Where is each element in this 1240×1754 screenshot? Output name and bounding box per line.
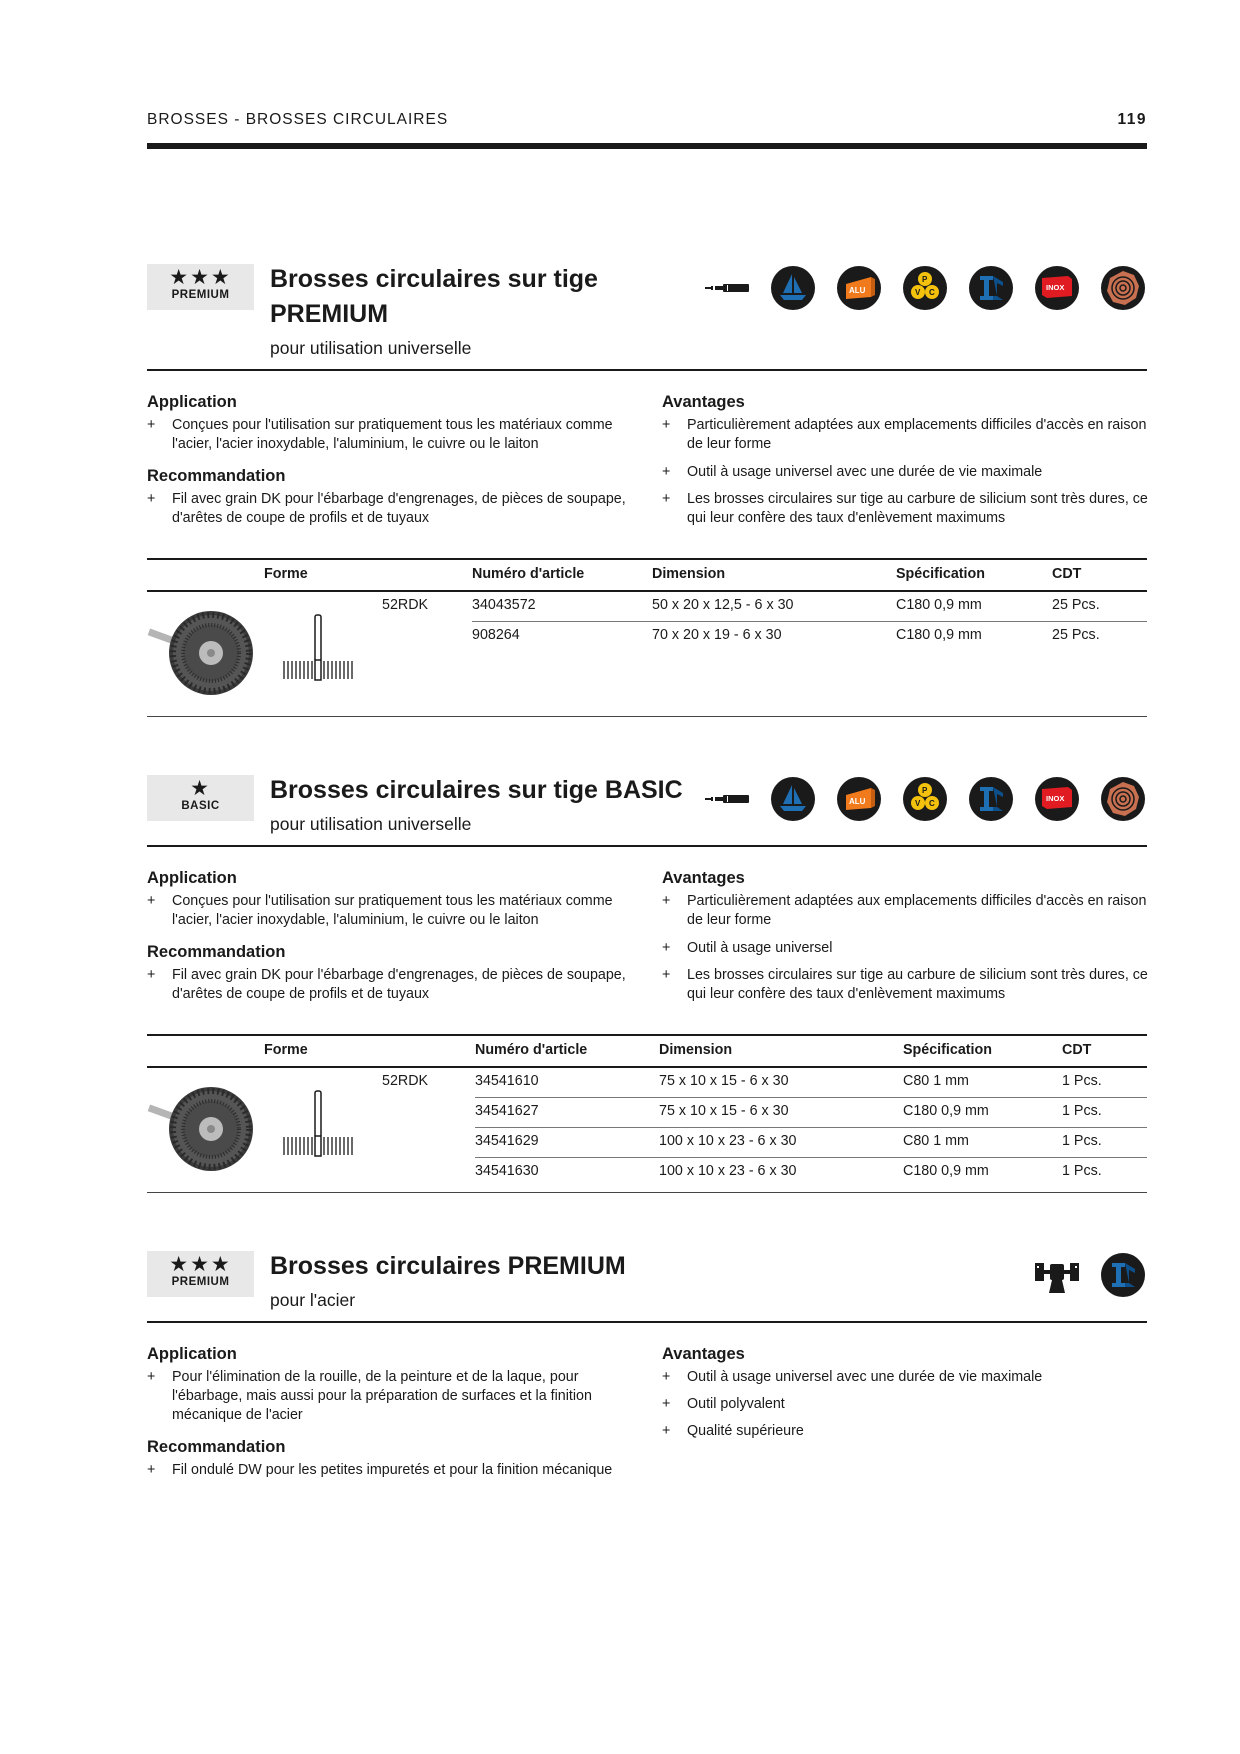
table-top-rule bbox=[147, 558, 1147, 560]
section-subtitle: pour utilisation universelle bbox=[270, 814, 472, 834]
page-header bbox=[147, 111, 1147, 131]
table-bottom-rule bbox=[147, 716, 1147, 717]
material-icons bbox=[705, 777, 1148, 821]
table-header-rule bbox=[147, 1066, 1147, 1068]
badge-stars: ★ bbox=[190, 777, 211, 800]
avantage-item: + Les brosses circulaires sur tige au carbure de silicium sont très dures, ce qui leur confère des taux d'enlèvement maximums bbox=[662, 491, 1148, 526]
avantage-item: + Particulièrement adaptées aux emplacements difficiles d'accès en raison de leur forme bbox=[662, 417, 1147, 452]
inox-icon bbox=[1035, 777, 1079, 821]
row-divider bbox=[472, 621, 1147, 622]
avantages-heading: Avantages bbox=[662, 869, 745, 887]
badge-basic bbox=[147, 775, 254, 821]
recommandation-item: + Fil avec grain DK pour l'ébarbage d'engrenages, de pièces de soupape, d'arêtes de coupe de profils et de tuyaux bbox=[147, 491, 626, 526]
wood-icon bbox=[1101, 266, 1145, 310]
recommandation-heading: Recommandation bbox=[147, 467, 286, 485]
application-heading: Application bbox=[147, 393, 237, 411]
section-rule bbox=[147, 369, 1147, 371]
recommandation-item: + Fil ondulé DW pour les petites impuretés et pour la finition mécanique bbox=[147, 1462, 613, 1478]
bullet-plus: + bbox=[662, 1423, 671, 1439]
pvc-v-label: V bbox=[915, 288, 921, 297]
col-article: Numéro d'article bbox=[472, 566, 585, 582]
section-rule bbox=[147, 1321, 1147, 1323]
shank-tool-icon bbox=[705, 789, 749, 809]
col-article: Numéro d'article bbox=[475, 1042, 588, 1058]
recommandation-heading: Recommandation bbox=[147, 943, 286, 961]
row-divider bbox=[475, 1097, 1147, 1098]
forme-code: 52RDK bbox=[382, 597, 429, 613]
bullet-plus: + bbox=[147, 1462, 156, 1478]
badge-stars: ★★★ bbox=[169, 266, 232, 289]
badge-stars: ★★★ bbox=[169, 1253, 232, 1276]
avantage-item: + Outil à usage universel avec une durée de vie maximale bbox=[662, 1369, 1043, 1385]
section-subtitle: pour l'acier bbox=[270, 1290, 356, 1310]
col-specification: Spécification bbox=[896, 566, 985, 582]
section-rule bbox=[147, 845, 1147, 847]
bullet-plus: + bbox=[662, 893, 671, 909]
avantage-item: + Particulièrement adaptées aux emplacements difficiles d'accès en raison de leur forme bbox=[662, 893, 1147, 928]
section-title bbox=[270, 262, 598, 332]
avantages-heading: Avantages bbox=[662, 1345, 745, 1363]
header-title: BROSSES - BROSSES CIRCULAIRES bbox=[147, 111, 449, 128]
badge-premium bbox=[147, 264, 254, 310]
forme-code: 52RDK bbox=[382, 1073, 429, 1089]
bullet-plus: + bbox=[147, 967, 156, 983]
bullet-plus: + bbox=[147, 893, 156, 909]
bench-grinder-icon bbox=[1035, 1253, 1079, 1297]
steel-beam-icon bbox=[969, 266, 1013, 310]
avantage-item: + Outil à usage universel avec une durée de vie maximale bbox=[662, 464, 1043, 480]
application-item: + Conçues pour l'utilisation sur pratiquement tous les matériaux comme l'acier, l'acier inoxydable, l'aluminium, le cuivre ou le laiton bbox=[147, 417, 613, 452]
badge-level: BASIC bbox=[181, 800, 220, 812]
bullet-plus: + bbox=[662, 1369, 671, 1385]
alu-label: ALU bbox=[849, 286, 866, 295]
bullet-plus: + bbox=[662, 940, 671, 956]
bullet-plus: + bbox=[147, 417, 156, 433]
pvc-p-label: P bbox=[922, 786, 928, 795]
badge-premium bbox=[147, 1251, 254, 1297]
pvc-c-label: C bbox=[929, 288, 935, 297]
steel-beam-icon bbox=[1101, 1253, 1145, 1297]
avantage-item: + Qualité supérieure bbox=[662, 1423, 804, 1439]
recommandation-heading: Recommandation bbox=[147, 1438, 286, 1456]
recommandation-item: + Fil avec grain DK pour l'ébarbage d'engrenages, de pièces de soupape, d'arêtes de coupe de profils et de tuyaux bbox=[147, 967, 626, 1002]
page-number: 119 bbox=[1117, 111, 1147, 128]
product-drawing bbox=[278, 610, 358, 695]
avantages-heading: Avantages bbox=[662, 393, 745, 411]
col-forme: Forme bbox=[264, 1042, 308, 1058]
section-title: Brosses circulaires sur tige BASIC bbox=[270, 776, 683, 804]
bullet-plus: + bbox=[662, 491, 671, 507]
inox-icon bbox=[1035, 266, 1079, 310]
table-bottom-rule bbox=[147, 1192, 1147, 1193]
product-drawing bbox=[278, 1086, 358, 1171]
row-divider bbox=[475, 1157, 1147, 1158]
avantage-item: + Outil à usage universel bbox=[662, 940, 833, 956]
col-dimension: Dimension bbox=[659, 1042, 733, 1058]
shank-tool-icon bbox=[705, 278, 749, 298]
alu-label: ALU bbox=[849, 797, 866, 806]
application-heading: Application bbox=[147, 1345, 237, 1363]
avantage-item: + Les brosses circulaires sur tige au carbure de silicium sont très dures, ce qui leur confère des taux d'enlèvement maximums bbox=[662, 967, 1148, 1002]
ship-icon bbox=[771, 777, 815, 821]
inox-label: INOX bbox=[1046, 283, 1065, 292]
material-icons bbox=[705, 266, 1148, 310]
pvc-v-label: V bbox=[915, 799, 921, 808]
inox-label: INOX bbox=[1046, 794, 1065, 803]
bullet-plus: + bbox=[662, 1396, 671, 1412]
section-title: Brosses circulaires PREMIUM bbox=[270, 1252, 626, 1280]
col-cdt: CDT bbox=[1052, 566, 1082, 582]
ship-icon bbox=[771, 266, 815, 310]
title-line-1: Brosses circulaires sur tige bbox=[270, 265, 598, 293]
product-photo bbox=[147, 596, 257, 711]
col-forme: Forme bbox=[264, 566, 308, 582]
steel-beam-icon bbox=[969, 777, 1013, 821]
col-specification: Spécification bbox=[903, 1042, 992, 1058]
table-top-rule bbox=[147, 1034, 1147, 1036]
application-item: + Pour l'élimination de la rouille, de la peinture et de la laque, pour l'ébarbage, mais aussi pour la préparation de surfaces et la finition mécanique de l'acier bbox=[147, 1369, 592, 1423]
col-cdt: CDT bbox=[1062, 1042, 1092, 1058]
title-line-2: PREMIUM bbox=[270, 300, 389, 328]
avantage-item: + Outil polyvalent bbox=[662, 1396, 785, 1412]
bullet-plus: + bbox=[662, 417, 671, 433]
badge-level: PREMIUM bbox=[171, 1276, 230, 1288]
bullet-plus: + bbox=[147, 1369, 156, 1385]
material-icons bbox=[1035, 1253, 1148, 1297]
alu-icon bbox=[837, 777, 881, 821]
bullet-plus: + bbox=[662, 464, 671, 480]
pvc-c-label: C bbox=[929, 799, 935, 808]
alu-icon bbox=[837, 266, 881, 310]
product-photo bbox=[147, 1072, 257, 1187]
badge-level: PREMIUM bbox=[171, 289, 230, 301]
pvc-icon bbox=[903, 777, 947, 821]
section-subtitle: pour utilisation universelle bbox=[270, 338, 472, 358]
pvc-p-label: P bbox=[922, 275, 928, 284]
col-dimension: Dimension bbox=[652, 566, 726, 582]
application-item: + Conçues pour l'utilisation sur pratiquement tous les matériaux comme l'acier, l'acier inoxydable, l'aluminium, le cuivre ou le laiton bbox=[147, 893, 613, 928]
table-header-rule bbox=[147, 590, 1147, 592]
wood-icon bbox=[1101, 777, 1145, 821]
pvc-icon bbox=[903, 266, 947, 310]
header-rule bbox=[147, 143, 1147, 149]
application-heading: Application bbox=[147, 869, 237, 887]
row-divider bbox=[475, 1127, 1147, 1128]
bullet-plus: + bbox=[147, 491, 156, 507]
bullet-plus: + bbox=[662, 967, 671, 983]
